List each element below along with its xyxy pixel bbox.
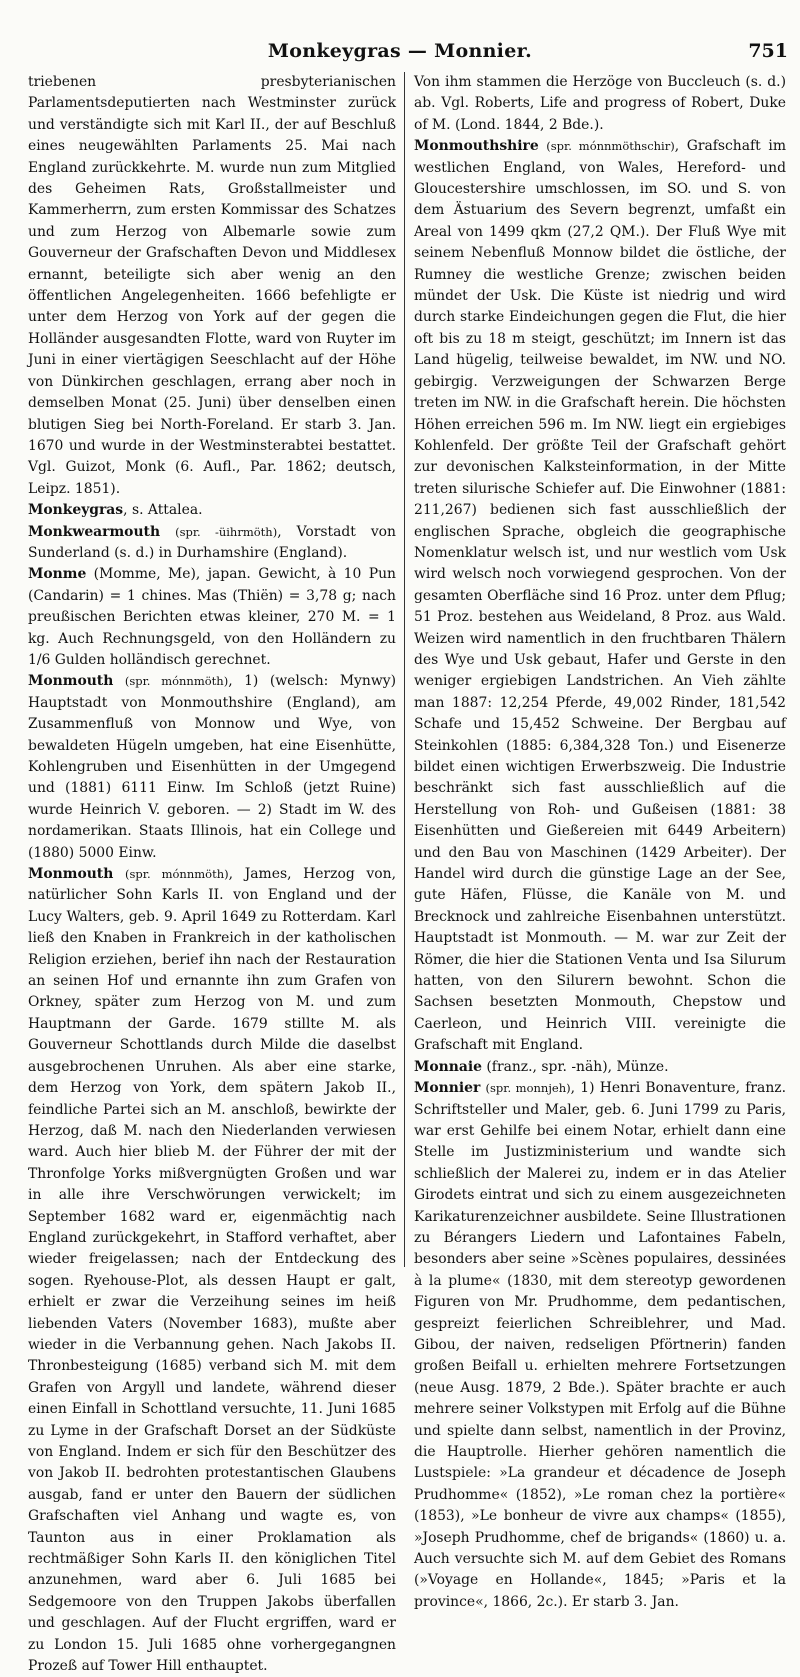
entry-monmouth-town: [28, 671, 396, 864]
entry-text: (franz., spr. -näh), Münze.: [481, 1058, 669, 1075]
running-head: Monkeygras — Monnier.: [267, 40, 533, 62]
entry-text: triebenen presbyterianischen Parlamentsdeputierten nach Westminster zurück und verständigte sich mit Karl II., der auf Beschluß eines neugewählten Parlaments 25. Mai nach England zurückkehrte. M. wurde nun zum Mitglied des Geheimen Rats, Großstallmeister und Kammerherrn, zum ersten Kommissar des Schatzes und zum Herzog von Albemarle sowie zum Gouverneur der Grafschaften Devon und Middlesex ernannt, beteiligte sich aber wenig an den öffentlichen Angelegenheiten. 1666 befehligte er unter dem Herzog von York auf der gegen die Holländer ausgesandten Flotte, ward von Ruyter im Juni in einer viertägigen Seeschlacht auf der Höhe von Dünkirchen geschlagen, errang aber noch in demselben Monat (25. Juni) über denselben einen blutigen Sieg bei North-Foreland. Er starb 3. Jan. 1670 und wurde in der Westminsterabtei bestattet. Vgl. Guizot, Monk (6. Aufl., Par. 1862; deutsch, Leipz. 1851).: [28, 74, 396, 497]
entry-headword: Monnier: [414, 1080, 481, 1097]
entry-headword: Monme: [28, 566, 87, 583]
entry-pronunciation: (spr. -üihrmöth): [175, 524, 278, 539]
entry-headword: Monmouthshire: [414, 138, 539, 155]
entry-text: , 1) Henri Bonaventure, franz. Schriftsteller und Maler, geb. 6. Juni 1799 zu Paris, war erst Gehilfe bei einem Notar, erhielt dann eine Stelle im Justizministerium und wandte sich schließlich der Malerei zu, indem er in das Atelier Girodets eintrat und sich zu einem ausgezeichneten Karikaturenzeichner ausbildete. Seine Illustrationen zu Bérangers Liedern und Lafontaines Fabeln, besonders aber seine »Scènes populaires, dessinées à la plume« (1830, mit dem stereotyp gewordenen Figuren von Mr. Prudhomme, dem pedantischen, gespreizt feierlichen Schreiblehrer, und Mad. Gibou, der naiven, redseligen Pförtnerin) fanden großen Beifall u. erhielten mehrere Fortsetzungen (neue Ausg. 1879, 2 Bde.). Später brachte er auch mehrere seiner Volkstypen mit Erfolg auf die Bühne und spielte dann selbst, namentlich in der Provinz, die Hauptrolle. Hierher gehören namentlich die Lustspiele: »La grandeur et décadence de Joseph Prudhomme« (1852), »Le roman chez la portière« (1853), »Le bonheur de vivre aux champs« (1855), »Joseph Prudhomme, chef de brigands« (1860) u. a. Auch versuchte sich M. auf dem Gebiet des Romans (»Voyage en Hollande«, 1845; »Paris et la province«, 1866, 2c.). Er starb 3. Jan.: [414, 1080, 787, 1610]
entry-monmouthshire: [414, 136, 786, 1056]
entry-monkwearmouth: [28, 522, 396, 565]
left-column: [28, 72, 397, 1675]
page-header: [0, 0, 800, 72]
entry-pronunciation: (spr. mónnmöthschir): [546, 139, 675, 154]
entry-headword: Monmouth: [28, 866, 114, 883]
entry-headword: Monmouth: [28, 673, 114, 690]
entry-monkeygras: [28, 500, 396, 521]
entry-text: , Grafschaft im westlichen England, von Wales, Hereford- und Gloucestershire umschlossen, im SO. und S. von dem Ästuarium des Severn begrenzt, umfaßt ein Areal von 1499 qkm (27,2 QM.). Der Fluß Wye mit seinem Nebenfluß Monnow bildet die östliche, der Rumney die westliche Grenze; zwischen beiden mündet der Usk. Die Küste ist niedrig und wird durch starke Eindeichungen gegen die Flut, die hier oft bis zu 18 m steigt, geschützt; im Innern ist das Land hügelig, teilweise bewaldet, im NW. und NO. gebirgig. Verzweigungen der Schwarzen Berge treten im NW. in die Grafschaft herein. Die höchsten Höhen erreichen 596 m. Im NW. liegt ein ergiebiges Kohlenfeld. Der größte Teil der Grafschaft gehört zur devonischen Kalksteinformation, in der Mitte treten silurische Schiefer auf. Die Einwohner (1881: 211,267) bedienen sich fast ausschließlich der englischen Sprache, obgleich die geographische Nomenklatur welsch ist, und nur westlich vom Usk wird welsch noch vorwiegend gesprochen. Von der gesamten Oberfläche sind 16 Proz. unter dem Pflug; 51 Proz. bestehen aus Weideland, 8 Proz. aus Wald. Weizen wird namentlich in den fruchtbaren Thälern des Wye und Usk gebaut, Hafer und Gerste in den weniger ergiebigen Landstrichen. An Vieh zählte man 1887: 12,254 Pferde, 49,002 Rinder, 181,542 Schafe und 15,452 Schweine. Der Bergbau auf Steinkohlen (1885: 6,384,328 Ton.) und Eisenerze bildet einen wichtigen Erwerbszweig. Die Industrie beschränkt sich fast ausschließlich auf die Herstellung von Roh- und Gußeisen (1881: 38 Eisenhütten und Gießereien mit 6449 Arbeitern) und den Bau von Maschinen (1429 Arbeiter). Der Handel wird durch die günstige Lage an der See, gute Häfen, Flüsse, die Kanäle von M. und Brecknock und zahlreiche Eisenbahnen unterstützt. Hauptstadt ist Monmouth. — M. war zur Zeit der Römer, die hier die Stationen Venta und Isa Silurum hatten, von den Silurern bewohnt. Schon die Sachsen besetzten Monmouth, Chepstow und Caerleon, und Heinrich VIII. vereinigte die Grafschaft mit England.: [414, 138, 786, 1054]
entry-text: , Vorstadt von Sunderland (s. d.) in Durhamshire (England).: [28, 523, 396, 561]
entry-pronunciation: (spr. monnjeh): [485, 1081, 571, 1096]
entry-pronunciation: (spr. mónnmöth): [125, 867, 229, 882]
column-divider: [404, 72, 405, 1267]
entry-text: , 1) (welsch: Mynwy) Hauptstadt von Monmouthshire (England), am Zusammenfluß von Monnow und Wye, von bewaldeten Hügeln umgeben, hat eine Eisenhütte, Kohlengruben und Eisenhütten in der Umgegend und (1881) 6111 Einw. Im Schloß (jetzt Ruine) wurde Heinrich V. geboren. — 2) Stadt im W. des nordamerikan. Staats Illinois, hat ein College und (1880) 5000 Einw.: [28, 673, 397, 861]
entry-pronunciation: (spr. mónnmöth): [124, 674, 229, 689]
entry-text: , s. Attalea.: [123, 502, 203, 519]
entry-headword: Monnaie: [414, 1058, 482, 1075]
entry-monnier: [414, 1078, 786, 1613]
right-column: [414, 72, 787, 1610]
page-number: 751: [748, 40, 788, 62]
entry-continuation: [28, 72, 396, 500]
entry-continuation: [414, 72, 786, 136]
entry-monme: [28, 564, 396, 671]
entry-text: (Momme, Me), japan. Gewicht, à 10 Pun (Candarin) = 1 chines. Mas (Thiën) = 3,78 g; nach preußischen Berichten etwas kleiner, 270 M. = 1 kg. Auch Rechnungsgeld, von den Holländern zu 1/6 Gulden holländisch gerechnet.: [28, 566, 396, 668]
entry-headword: Monkwearmouth: [28, 523, 161, 540]
entry-monmouth-james: [28, 864, 396, 1677]
entry-text: , James, Herzog von, natürlicher Sohn Karls II. von England und der Lucy Walters, geb. 9. April 1649 zu Rotterdam. Karl ließ den Knaben in Frankreich in der katholischen Religion erziehen, berief ihn nach der Restauration an seinen Hof und ernannte ihn zum Grafen von Orkney, später zum Herzog von M. und zum Hauptmann der Garde. 1679 stillte M. als Gouverneur Schottlands durch Milde die daselbst ausgebrochenen Unruhen. Als aber eine starke, dem Herzog von York, dem spätern Jakob II., feindliche Partei sich an M. anschloß, bewirkte der Herzog, daß M. nach den Niederlanden verwiesen ward. Auch hier blieb M. der Führer der mit der Thronfolge Yorks mißvergnügten Großen und war in alle ihre Verschwörungen verwickelt; im September 1682 ward er, eigenmächtig nach England zurückgekehrt, in Stafford verhaftet, aber wieder freigelassen; nach der Entdeckung des sogen. Ryehouse-Plot, als dessen Haupt er galt, erhielt er zwar die Verzeihung seines im heiß liebenden Vaters (November 1683), mußte aber wieder in die Verbannung gehen. Nach Jakobs II. Thronbesteigung (1685) verband sich M. mit dem Grafen von Argyll und landete, während dieser einen Einfall in Schottland versuchte, 11. Juni 1685 zu Lyme in der Grafschaft Dorset an der Südküste von England. Indem er sich für den Beschützer des von Jakob II. bedrohten protestantischen Glaubens ausgab, fand er unter den Bauern der südlichen Grafschaften viel Anhang und wagte es, von Taunton aus in einer Proklamation als rechtmäßiger Sohn Karls II. den königlichen Titel anzunehmen, ward aber 6. Juli 1685 bei Sedgemoore von den Truppen Jakobs überfallen und geschlagen. Auf der Flucht ergriffen, ward er zu London 15. Juli 1685 ohne vorhergegangnen Prozeß auf Tower Hill enthauptet.: [28, 866, 396, 1675]
entry-monnaie: [414, 1057, 786, 1078]
entry-text: Von ihm stammen die Herzöge von Buccleuch (s. d.) ab. Vgl. Roberts, Life and progress of Robert, Duke of M. (Lond. 1844, 2 Bde.).: [414, 74, 786, 133]
entry-headword: Monkeygras: [28, 502, 124, 519]
